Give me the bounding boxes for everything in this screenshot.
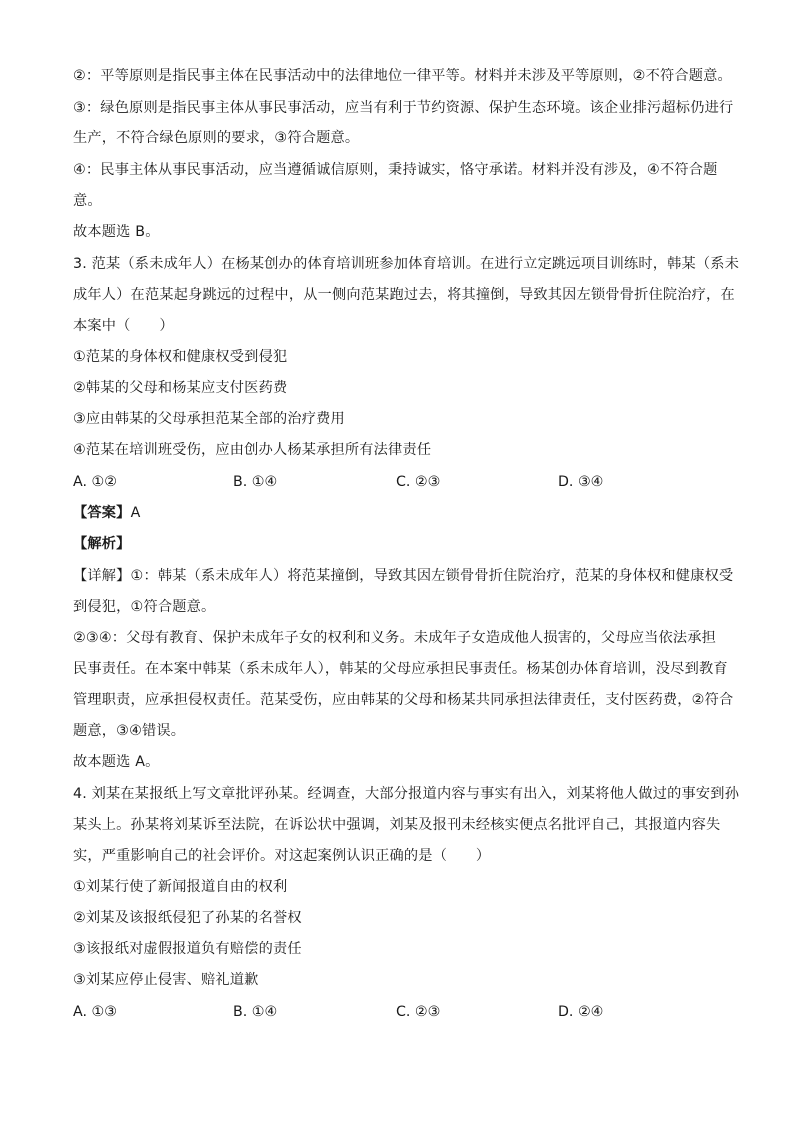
analysis-label: 【解析】: [73, 536, 131, 552]
question-4-statement-2: ②刘某及该报纸侵犯了孙某的名誉权: [73, 910, 302, 926]
text-line-conclusion-q2: 故本题选 B。: [73, 224, 160, 240]
question-4-stem-line-1: 4. 刘某在某报纸上写文章批评孙某。经调查，大部分报道内容与事实有出入，刘某将他人做过的事安到孙: [73, 786, 740, 802]
question-4-statement-3: ③该报纸对虚假报道负有赔偿的责任: [73, 941, 302, 957]
question-4-statement-1: ①刘某行使了新闻报道自由的权利: [73, 879, 288, 895]
detail-line-2: 到侵犯，①符合题意。: [73, 599, 216, 615]
text-line-principle-honesty: ④：民事主体从事民事活动，应当遵循诚信原则，秉持诚实，恪守承诺。材料并没有涉及，④不符合题: [73, 162, 718, 178]
question-4-statement-4: ③刘某应停止侵害、赔礼道歉: [73, 972, 259, 988]
question-3-option-d: D. ③④: [558, 474, 604, 490]
answer-line: [73, 503, 140, 523]
detail-line-6: 题意，③④错误。: [73, 723, 186, 739]
question-3-stem-line-2: 成年人）在范某起身跳远的过程中，从一侧向范某跑过去，将其撞倒，导致其因左锁骨骨折住院治疗，在: [73, 287, 735, 303]
text-line-green-continued: 生产，不符合绿色原则的要求，③符合题意。: [73, 130, 360, 146]
text-line-conclusion-q3: 故本题选 A。: [73, 754, 160, 770]
text-line-principle-equality: ②：平等原则是指民事主体在民事活动中的法律地位一律平等。材料并未涉及平等原则，②不符合题意。: [73, 68, 732, 84]
question-3-option-a: A. ①②: [73, 474, 117, 490]
question-3-statement-1: ①范某的身体权和健康权受到侵犯: [73, 349, 288, 365]
question-3-stem-line-3: 本案中（ ）: [73, 318, 174, 334]
detail-line-3: ②③④：父母有教育、保护未成年子女的权利和义务。未成年子女造成他人损害的，父母应当依法承担: [73, 630, 717, 646]
question-3-option-c: C. ②③: [396, 474, 441, 490]
question-3-statement-2: ②韩某的父母和杨某应支付医药费: [73, 380, 288, 396]
answer-value: A: [130, 505, 141, 521]
text-line-principle-green: ③：绿色原则是指民事主体从事民事活动，应当有利于节约资源、保护生态环境。该企业排污超标仍进行: [73, 100, 734, 116]
question-4-stem-line-3: 实，严重影响自己的社会评价。对这起案例认识正确的是（ ）: [73, 848, 491, 864]
question-4-option-b: B. ①④: [233, 1004, 278, 1020]
answer-label: 【答案】: [73, 505, 131, 521]
question-3-stem-line-1: 3. 范某（系未成年人）在杨某创办的体育培训班参加体育培训。在进行立定跳远项目训练时，韩某（系未: [73, 256, 740, 272]
text-line-honesty-continued: 意。: [73, 193, 102, 209]
question-4-option-d: D. ②④: [558, 1004, 604, 1020]
question-4-option-a: A. ①③: [73, 1004, 117, 1020]
detail-line-1: 【详解】①：韩某（系未成年人）将范某撞倒，导致其因左锁骨骨折住院治疗，范某的身体权和健康权受: [73, 568, 734, 584]
question-3-statement-4: ④范某在培训班受伤，应由创办人杨某承担所有法律责任: [73, 442, 432, 458]
question-4-stem-line-2: 某头上。孙某将刘某诉至法院，在诉讼状中强调，刘某及报刊未经核实便点名批评自己，其报道内容失: [73, 817, 721, 833]
question-4-option-c: C. ②③: [396, 1004, 441, 1020]
detail-line-5: 管理职责，应承担侵权责任。范某受伤，应由韩某的父母和杨某共同承担法律责任，支付医药费，②符合: [73, 692, 734, 708]
detail-line-4: 民事责任。在本案中韩某（系未成年人），韩某的父母应承担民事责任。杨某创办体育培训，没尽到教育: [73, 661, 728, 677]
question-3-option-b: B. ①④: [233, 474, 278, 490]
question-3-statement-3: ③应由韩某的父母承担范某全部的治疗费用: [73, 411, 345, 427]
